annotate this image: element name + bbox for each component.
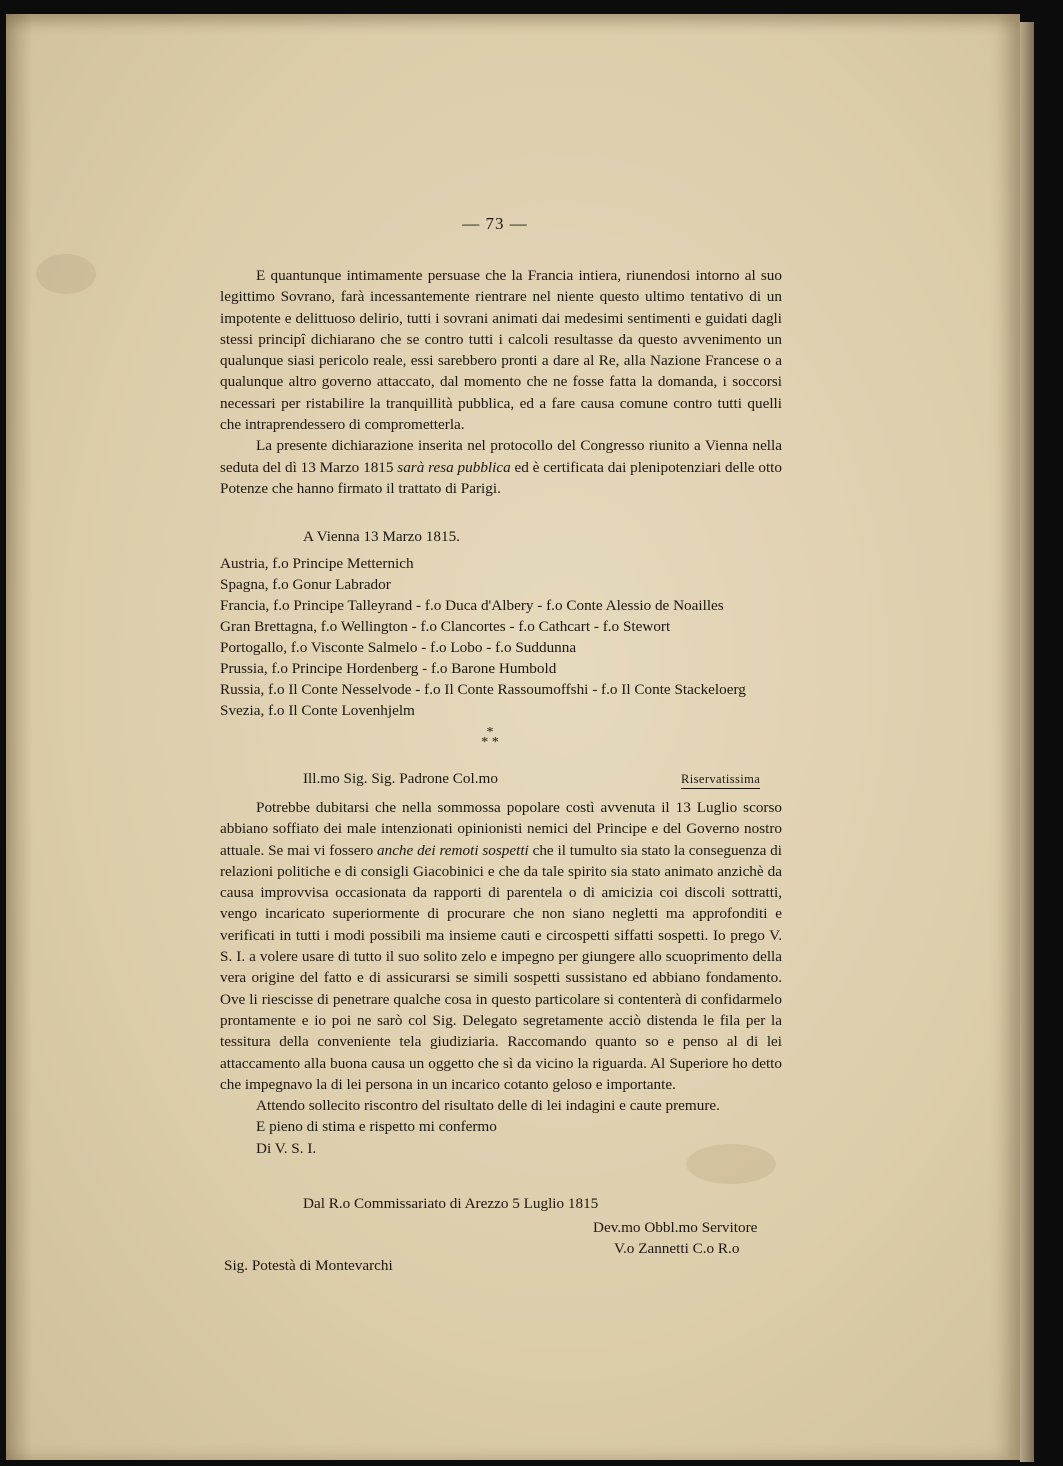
signatory-line: Portogallo, f.o Visconte Salmelo - f.o Lobo - f.o Suddunna [220, 639, 577, 656]
closing-line: E pieno di stima e rispetto mi confermo [256, 1118, 497, 1136]
asterism-separator: * * * [481, 725, 499, 750]
signatory-line: Francia, f.o Principe Talleyrand - f.o Duca d'Albery - f.o Conte Alessio de Noailles [220, 597, 724, 614]
declaration-publication-paragraph [220, 435, 782, 499]
paragraph-text: Potrebbe dubitarsi che nella sommossa popolare costì avvenuta il 13 Luglio scorso abbiano soffiato dei male intenzionati opinionisti nemici del Principe e del Governo nostro attuale. Se mai vi fossero [220, 799, 782, 859]
signature-name: V.o Zannetti C.o R.o [614, 1240, 740, 1257]
paragraph-text: ed è certificata dai plenipotenziari delle otto Potenze che hanno firmato il trattato di Parigi. [220, 458, 782, 497]
place-and-date: Dal R.o Commissariato di Arezzo 5 Luglio 1815 [303, 1195, 599, 1212]
signatory-line: Gran Brettagna, f.o Wellington - f.o Clancortes - f.o Cathcart - f.o Stewort [220, 618, 671, 635]
letter-paragraph [220, 797, 782, 1095]
confidential-mark: Riservatissima [681, 772, 760, 789]
closing-line: Attendo sollecito riscontro del risultato delle di lei indagini e caute premure. [256, 1097, 720, 1115]
paragraph-text: La presente dichiarazione inserita nel protocollo del Congresso riunito a Vienna nella seduta del dì 13 Marzo 1815 [220, 437, 782, 476]
italic-phrase: anche dei remoti sospetti [377, 841, 529, 859]
page-spine-shadow [6, 14, 32, 1460]
signatory-line: Austria, f.o Principe Metternich [220, 555, 414, 572]
page-number: — 73 — [462, 214, 528, 233]
signatory-line: Russia, f.o Il Conte Nesselvode - f.o Il Conte Rassoumoffshi - f.o Il Conte Stackeloerg [220, 681, 746, 698]
paper-stain [36, 254, 96, 294]
closing-line: Di V. S. I. [256, 1139, 317, 1157]
letter-salutation: Ill.mo Sig. Sig. Padrone Col.mo [303, 770, 498, 787]
letter-text [220, 797, 782, 1159]
italic-phrase: sarà resa pubblica [397, 458, 511, 476]
paragraph-text: che il tumulto sia stato la conseguenza di relazioni politiche e di consigli Giacobinici e che da tale spirito sia stato animato anzichè da causa improvvisa occasionata da rapporti di parentela o di amicizia coi discoli sottratti, vengo incaricato superiormente di procurare che non siano negletti ma approfonditi e verificati in tutti i modi possibili ma insieme cauti e circospetti siffatti sospetti. Io prego V. S. I. a volere usare di tutto il suo solito zelo e impegno per giungere allo scuoprimento della vera origine del fatto e di assicurarsi se simili sospetti sussistano ed abbiano fondamento. Ove li riescisse di penetrare qualche cosa in questo particolare si contenterà di confidarmelo prontamente e io poi ne sarò col Sig. Delegato segretamente acciò distenda le fila per la tessitura della conveniente tela giudiziaria. Raccomando quanto so e penso al di lei attaccamento alla buona causa un oggetto che sì da vicino la riguarda. Al Superiore ho detto che impegnavo la di lei persona in un incarico cotanto geloso e importante. [220, 841, 782, 1093]
signatories-list [220, 553, 746, 721]
signatory-line: Prussia, f.o Principe Hordenberg - f.o Barone Humbold [220, 660, 557, 677]
page-edge [1020, 22, 1034, 1462]
declaration-text [220, 265, 782, 499]
signature-title: Dev.mo Obbl.mo Servitore [593, 1219, 758, 1236]
dateline: A Vienna 13 Marzo 1815. [303, 528, 460, 545]
declaration-paragraph: E quantunque intimamente persuase che la Francia intiera, riunendosi intorno al suo legittimo Sovrano, farà incessantemente rientrare nel niente questo ultimo tentativo di un impotente e delittuoso delirio, tutti i sovrani animati dai medesimi sentimenti e guidati dagli stessi principî dichiarano che se contro tutti i calcoli resultasse da questo avvenimento un qualunque siasi pericolo reale, essi sarebbero pronti a dare al Re, alla Nazione Francese o a qualunque altro governo attaccato, dal momento che ne fosse fatta la domanda, i soccorsi necessari per ristabilire la tranquillità pubblica, ed a fare causa comune contro tutti quelli che intraprendessero di comprometterla. [220, 267, 782, 434]
recipient: Sig. Potestà di Montevarchi [224, 1257, 393, 1274]
signatory-line: Svezia, f.o Il Conte Lovenhjelm [220, 702, 415, 719]
signatory-line: Spagna, f.o Gonur Labrador [220, 576, 391, 593]
